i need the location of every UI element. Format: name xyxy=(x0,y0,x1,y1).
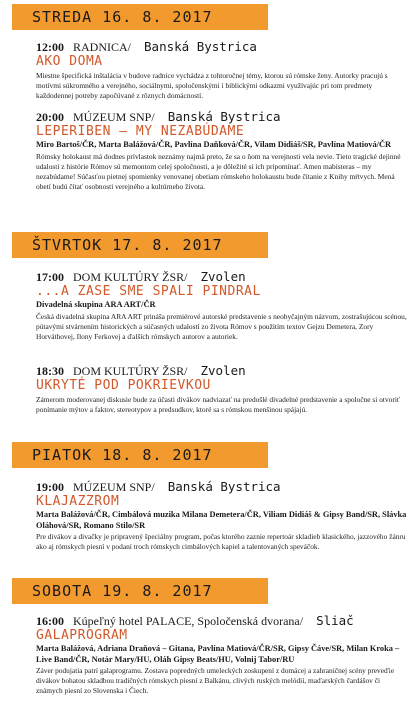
day-header-thursday: ŠTVRTOK 17. 8. 2017 xyxy=(12,232,268,258)
event-description: Česká divadelná skupina ARA ART prináša premiérové autorské predstavenie s neobyčajným názvom, zostrašujúcou scénou, pútavými stvárnením historických a súčasných udalostí zo života Rómov s použitím textov Gejzu Demetera, Zory Horváthovej, Ilony Ferkovej a ďalších rómskych autorov a autoriek. xyxy=(36,311,407,341)
event-venue: Kúpeľný hotel PALACE, Spoločenská dvorana/ xyxy=(73,614,304,628)
event-description: Miestne špecifická inštalácia v budove radnice vychádza z tohtoročnej témy, ktorou sú rómske ženy. Autorky pracujú s motívmi súkromného a verejného, sociálnymi, spoločenskými i biblickými odkazmi využívajúc pri tom predmety každodennej potreby započúvané z rôznych domácností. xyxy=(36,71,388,100)
event-performers: Miro Bartoš/ČR, Marta Balážová/ČR, Pavlína Daňková/ČR, Vilam Didiáš/SR, Pavlína Matiová/ČR xyxy=(36,140,392,149)
event-venue: DOM KULTÚRY ŽSR/ xyxy=(73,270,188,284)
event-description: Záver podujatia patrí galaprogramu. Zostava popredných umeleckých zoskupení z domácej a zahraničnej scény preveďie divákov bohatou skladbou tradičných rómskych piesní z Balkánu, clivých ruských melódií, maďarských čardášov či známych piesní zo Slovenska i Čiech. xyxy=(36,666,395,695)
event-time: 19:00 xyxy=(36,480,64,494)
day-header-friday: PIATOK 18. 8. 2017 xyxy=(12,442,268,468)
event-title: ...A ZASE SME SPALI PINDRAL xyxy=(36,284,261,299)
event-venue: RADNICA/ xyxy=(73,40,132,54)
event-city: Sliač xyxy=(316,613,354,628)
event-time: 16:00 xyxy=(36,614,64,628)
event-performers: Marta Balážová, Adriana Draňová – Gitana, Pavlína Matiová/ČR/SR, Gipsy Čáve/SR, Milan Kroka – Live Band/ČR, Notár Mary/HU, Oláh Gipsy Beats/HU, Volnij Tabor/RU xyxy=(36,644,400,664)
event-time: 17:00 xyxy=(36,270,64,284)
event-city: Banská Bystrica xyxy=(167,109,281,124)
event-city: Zvolen xyxy=(200,269,246,284)
event-city: Banská Bystrica xyxy=(144,39,257,54)
event-performers: Marta Balážová/ČR, Cimbálová muzika Milana Demetera/ČR, Viliam Didiáš & Gipsy Band/SR, Slávka Oláhová/SR, Romano Stilo/SR xyxy=(36,510,407,530)
event-ako-doma xyxy=(36,40,408,101)
event-city: Banská Bystrica xyxy=(167,479,281,494)
event-description: Pre divákov a divačky je pripravený špeciálny program, počas ktorého zaznie repertoár skladieb klasického, jazzového žánru ako aj rómskych piesní v podaní troch rómskych cimbálových kapiel a talentovaných speváčok. xyxy=(36,532,406,551)
event-venue: MÚZEUM SNP/ xyxy=(73,110,155,124)
event-time: 18:30 xyxy=(36,364,64,378)
event-leperiben xyxy=(36,110,408,192)
event-title: UKRYTÉ POD POKRIEVKOU xyxy=(36,378,211,393)
event-title: LEPERIBEN – MY NEZABÚDAME xyxy=(36,124,245,139)
day-header-saturday: SOBOTA 19. 8. 2017 xyxy=(12,578,268,604)
event-time: 12:00 xyxy=(36,40,64,54)
day-header-wednesday: STREDA 16. 8. 2017 xyxy=(12,4,268,30)
event-title: AKO DOMA xyxy=(36,54,103,69)
event-klajazzrom xyxy=(36,480,408,552)
event-description: Rómsky holokaust má dodnes prívlastok neznámy najmä preto, že sa o ňom na verejnosti vela nevie. Tieto tragické dejinné udalosti z histórie Rómov sú memontom celej spoločnosti, a je dôležité si ich pripomínať. Amen mabisteras – my nezabúdame! Súčasťou pietnej spomienky venovanej obetiam rómskeho holokaustu bude čítanie z Knihy mŕtvych. Mená obetí budú čítať osobnosti verejného a kultúrneho života. xyxy=(36,151,401,191)
event-pindral xyxy=(36,270,408,342)
event-ukryte xyxy=(36,364,408,415)
event-venue: DOM KULTÚRY ŽSR/ xyxy=(73,364,188,378)
event-description: Zámerom moderovanej diskusie bude za účasti divákov nadviazať na predošlé divadelné predstavenie a spoločne si otvoriť ponímanie mýtov a faktov, stereotypov a predsudkov, ktoré sa s rómskou menšinou spájajú. xyxy=(36,395,401,414)
event-city: Zvolen xyxy=(200,363,246,378)
event-title: KLAJAZZROM xyxy=(36,494,120,509)
event-performers: Divadelná skupina ARA ART/ČR xyxy=(36,300,156,309)
event-venue: MÚZEUM SNP/ xyxy=(73,480,155,494)
event-title: GALAPROGRAM xyxy=(36,628,128,643)
event-galaprogram xyxy=(36,614,408,696)
event-time: 20:00 xyxy=(36,110,64,124)
